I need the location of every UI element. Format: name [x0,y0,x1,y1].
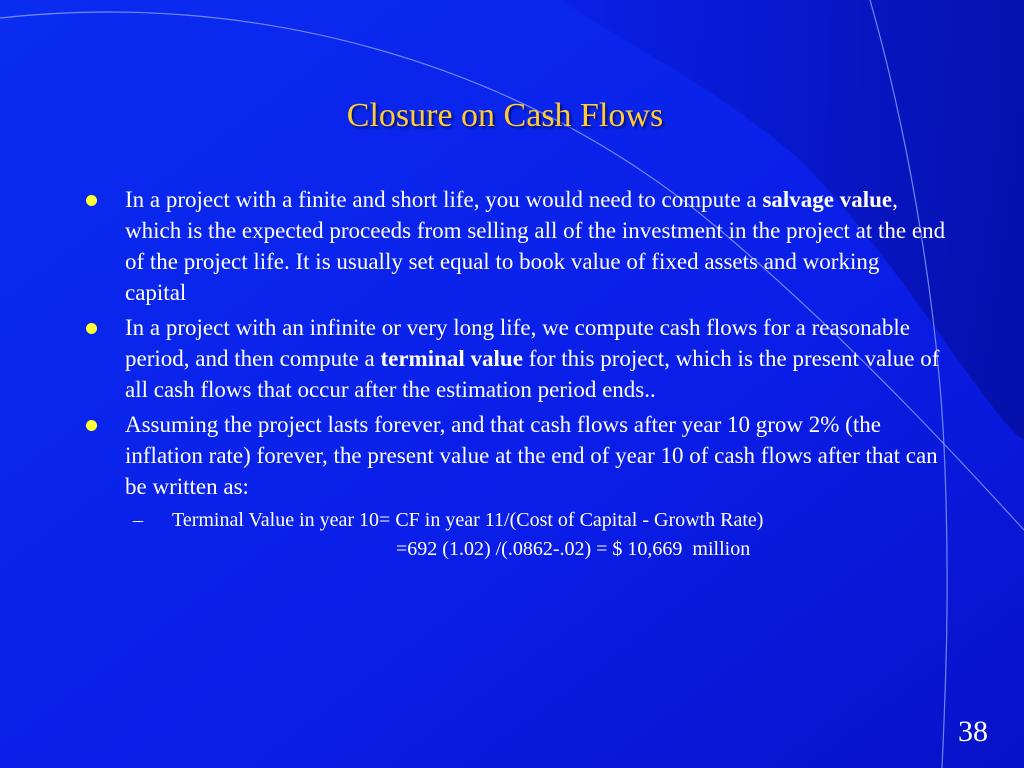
slide-body [86,184,946,564]
bold-term-salvage-value: salvage value [762,187,893,212]
bullet-dot-icon [86,420,97,431]
slide-title: Closure on Cash Flows [346,97,664,134]
formula-result: =692 (1.02) /(.0862-.02) = $ 10,669 million [396,538,751,560]
bullet-text: In a project with a finite and short life, you would need to compute a [125,187,763,212]
bullet-text: In a project with an infinite or very long life, we compute cash flows for a reasonable period, and then compute a [125,315,910,371]
bullet-item-terminal-value [86,312,946,405]
bullet-text: Assuming the project lasts forever, and that cash flows after year 10 grow 2% (the inflation rate) forever, the present value at the end of year 10 of cash flows after that can be written as: [125,412,938,499]
bullet-item-salvage-value [86,184,946,308]
sub-bullet-terminal-value-formula [86,506,946,534]
bullet-item-assumption [86,409,946,502]
bullet-dot-icon [86,195,97,206]
bullet-text: , which is the expected proceeds from selling all of the investment in the project at the end of the project life. It is usually set equal to book value of fixed assets and working capital [125,187,946,305]
page-number: 38 [958,715,988,748]
sub-bullet-text: Terminal Value in year 10= CF in year 11/(Cost of Capital - Growth Rate) [172,509,764,531]
bullet-text: for this project, which is the present value of all cash flows that occur after the estimation period ends.. [125,346,940,402]
bullet-dot-icon [86,323,97,334]
bold-term-terminal-value: terminal value [380,346,523,371]
dash-icon: – [133,509,143,531]
